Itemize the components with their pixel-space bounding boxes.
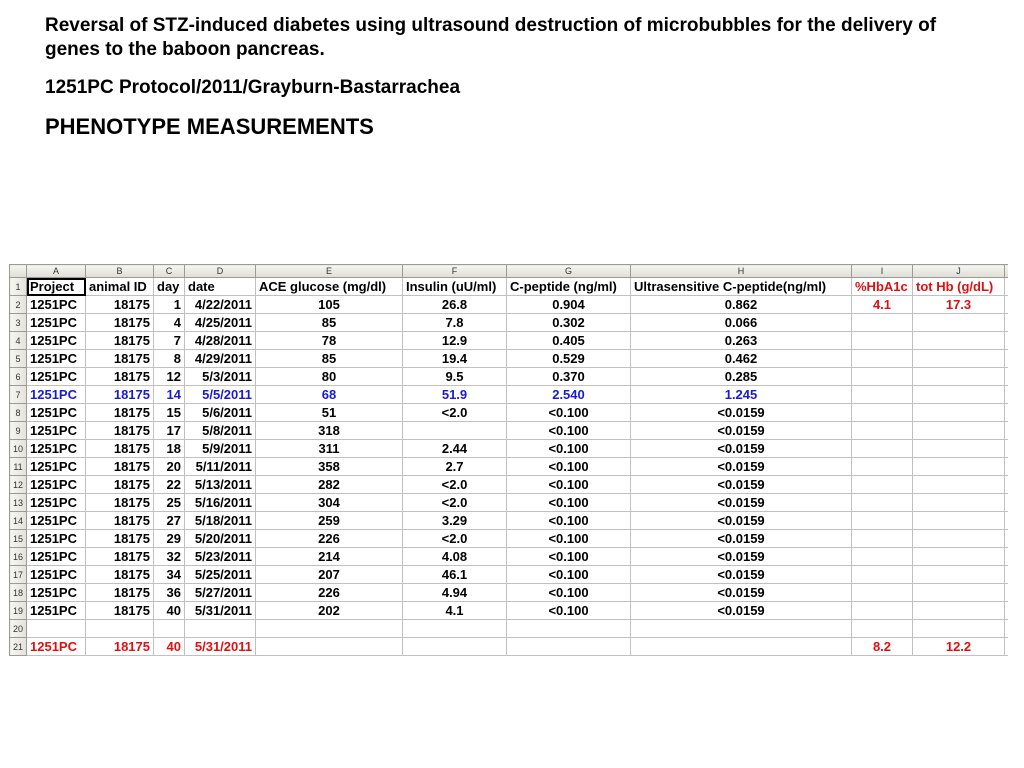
cell-hba1c[interactable] <box>852 530 913 548</box>
table-row <box>10 530 1009 548</box>
cell-glucose[interactable]: 85 <box>256 350 403 368</box>
cell-animal-id[interactable] <box>86 620 154 638</box>
cell-tot-hb[interactable] <box>913 314 1005 332</box>
overflow-cell <box>1005 332 1009 350</box>
cell-insulin[interactable]: <2.0 <box>403 404 507 422</box>
table-row <box>10 368 1009 386</box>
cell-glucose[interactable] <box>256 620 403 638</box>
column-letter-row <box>10 265 1009 278</box>
overflow-cell <box>1005 512 1009 530</box>
header-cell-glucose[interactable]: ACE glucose (mg/dl) <box>256 278 403 296</box>
cell-animal-id[interactable]: 18175 <box>86 440 154 458</box>
row-number[interactable]: 18 <box>10 584 27 602</box>
row-number[interactable]: 13 <box>10 494 27 512</box>
row-number[interactable]: 1 <box>10 278 27 296</box>
cell-c-peptide[interactable]: 0.370 <box>507 368 631 386</box>
cell-insulin[interactable]: 46.1 <box>403 566 507 584</box>
cell-date[interactable]: 5/3/2011 <box>185 368 256 386</box>
cell-hba1c[interactable]: 8.2 <box>852 638 913 656</box>
cell-c-peptide[interactable]: <0.100 <box>507 494 631 512</box>
cell-us-c-peptide[interactable]: 0.462 <box>631 350 852 368</box>
overflow-cell <box>1005 548 1009 566</box>
select-all-corner[interactable] <box>10 265 27 278</box>
cell-c-peptide[interactable]: <0.100 <box>507 566 631 584</box>
cell-date[interactable]: 5/18/2011 <box>185 512 256 530</box>
cell-us-c-peptide[interactable]: <0.0159 <box>631 602 852 620</box>
overflow-cell <box>1005 476 1009 494</box>
overflow-cell <box>1005 314 1009 332</box>
cell-insulin[interactable]: 4.1 <box>403 602 507 620</box>
cell-day[interactable]: 12 <box>154 368 185 386</box>
column-header-a[interactable]: A <box>27 265 86 278</box>
cell-day[interactable]: 15 <box>154 404 185 422</box>
row-number[interactable]: 19 <box>10 602 27 620</box>
cell-animal-id[interactable]: 18175 <box>86 404 154 422</box>
cell-hba1c[interactable] <box>852 422 913 440</box>
cell-hba1c[interactable]: 4.1 <box>852 296 913 314</box>
overflow-cell <box>1005 278 1009 296</box>
cell-glucose[interactable]: 80 <box>256 368 403 386</box>
overflow-cell <box>1005 584 1009 602</box>
cell-tot-hb[interactable] <box>913 530 1005 548</box>
cell-tot-hb[interactable] <box>913 602 1005 620</box>
cell-project[interactable]: 1251PC <box>27 584 86 602</box>
row-number[interactable]: 4 <box>10 332 27 350</box>
cell-animal-id[interactable]: 18175 <box>86 512 154 530</box>
cell-date[interactable]: 5/16/2011 <box>185 494 256 512</box>
cell-day[interactable]: 4 <box>154 314 185 332</box>
cell-glucose[interactable]: 282 <box>256 476 403 494</box>
cell-glucose[interactable]: 78 <box>256 332 403 350</box>
overflow-cell <box>1005 422 1009 440</box>
cell-day[interactable]: 40 <box>154 602 185 620</box>
overflow-cell <box>1005 440 1009 458</box>
cell-c-peptide[interactable]: 0.904 <box>507 296 631 314</box>
cell-c-peptide[interactable]: <0.100 <box>507 602 631 620</box>
cell-c-peptide[interactable]: <0.100 <box>507 440 631 458</box>
header-cell-us-c-peptide[interactable]: Ultrasensitive C-peptide(ng/ml) <box>631 278 852 296</box>
cell-hba1c[interactable] <box>852 494 913 512</box>
cell-c-peptide[interactable] <box>507 638 631 656</box>
overflow-cell <box>1005 386 1009 404</box>
row-number[interactable]: 9 <box>10 422 27 440</box>
cell-tot-hb[interactable] <box>913 548 1005 566</box>
cell-day[interactable] <box>154 620 185 638</box>
cell-date[interactable]: 5/11/2011 <box>185 458 256 476</box>
cell-project[interactable]: 1251PC <box>27 296 86 314</box>
cell-project[interactable]: 1251PC <box>27 350 86 368</box>
header-cell-insulin[interactable]: Insulin (uU/ml) <box>403 278 507 296</box>
cell-us-c-peptide[interactable]: <0.0159 <box>631 548 852 566</box>
cell-glucose[interactable]: 226 <box>256 584 403 602</box>
cell-c-peptide[interactable]: <0.100 <box>507 404 631 422</box>
cell-c-peptide[interactable]: 0.529 <box>507 350 631 368</box>
cell-date[interactable]: 5/23/2011 <box>185 548 256 566</box>
cell-hba1c[interactable] <box>852 368 913 386</box>
row-number[interactable]: 2 <box>10 296 27 314</box>
cell-day[interactable]: 25 <box>154 494 185 512</box>
column-header-f[interactable]: F <box>403 265 507 278</box>
cell-animal-id[interactable]: 18175 <box>86 494 154 512</box>
cell-us-c-peptide[interactable]: <0.0159 <box>631 404 852 422</box>
cell-c-peptide[interactable] <box>507 620 631 638</box>
cell-hba1c[interactable] <box>852 584 913 602</box>
cell-insulin[interactable]: 19.4 <box>403 350 507 368</box>
cell-tot-hb[interactable] <box>913 422 1005 440</box>
cell-animal-id[interactable]: 18175 <box>86 422 154 440</box>
cell-hba1c[interactable] <box>852 620 913 638</box>
cell-glucose[interactable]: 207 <box>256 566 403 584</box>
cell-hba1c[interactable] <box>852 548 913 566</box>
cell-us-c-peptide[interactable]: 0.263 <box>631 332 852 350</box>
table-row <box>10 386 1009 404</box>
overflow-cell <box>1005 404 1009 422</box>
cell-insulin[interactable]: 3.29 <box>403 512 507 530</box>
cell-project[interactable]: 1251PC <box>27 422 86 440</box>
cell-insulin[interactable]: <2.0 <box>403 530 507 548</box>
row-number[interactable]: 3 <box>10 314 27 332</box>
column-header-j[interactable]: J <box>913 265 1005 278</box>
cell-insulin[interactable]: 7.8 <box>403 314 507 332</box>
cell-tot-hb[interactable] <box>913 458 1005 476</box>
cell-date[interactable]: 5/25/2011 <box>185 566 256 584</box>
cell-glucose[interactable]: 259 <box>256 512 403 530</box>
cell-day[interactable]: 17 <box>154 422 185 440</box>
cell-tot-hb[interactable] <box>913 386 1005 404</box>
table-row <box>10 566 1009 584</box>
cell-insulin[interactable]: <2.0 <box>403 476 507 494</box>
column-header-i[interactable]: I <box>852 265 913 278</box>
cell-hba1c[interactable] <box>852 440 913 458</box>
table-row <box>10 638 1009 656</box>
cell-day[interactable]: 18 <box>154 440 185 458</box>
cell-hba1c[interactable] <box>852 512 913 530</box>
cell-tot-hb[interactable] <box>913 332 1005 350</box>
cell-us-c-peptide[interactable]: <0.0159 <box>631 566 852 584</box>
cell-us-c-peptide[interactable]: <0.0159 <box>631 584 852 602</box>
cell-glucose[interactable]: 311 <box>256 440 403 458</box>
overflow-cell <box>1005 602 1009 620</box>
cell-project[interactable]: 1251PC <box>27 458 86 476</box>
cell-us-c-peptide[interactable]: <0.0159 <box>631 512 852 530</box>
section-title: PHENOTYPE MEASUREMENTS <box>45 114 374 139</box>
cell-us-c-peptide[interactable]: <0.0159 <box>631 458 852 476</box>
row-number[interactable]: 6 <box>10 368 27 386</box>
table-row <box>10 296 1009 314</box>
cell-day[interactable]: 40 <box>154 638 185 656</box>
header-cell-date[interactable]: date <box>185 278 256 296</box>
cell-c-peptide[interactable]: <0.100 <box>507 458 631 476</box>
cell-date[interactable]: 5/5/2011 <box>185 386 256 404</box>
cell-tot-hb[interactable] <box>913 350 1005 368</box>
cell-us-c-peptide[interactable]: 1.245 <box>631 386 852 404</box>
cell-us-c-peptide[interactable] <box>631 638 852 656</box>
cell-us-c-peptide[interactable]: <0.0159 <box>631 530 852 548</box>
cell-project[interactable]: 1251PC <box>27 386 86 404</box>
table-row <box>10 602 1009 620</box>
cell-insulin[interactable] <box>403 638 507 656</box>
cell-insulin[interactable] <box>403 620 507 638</box>
cell-project[interactable]: 1251PC <box>27 314 86 332</box>
cell-date[interactable]: 5/31/2011 <box>185 638 256 656</box>
cell-day[interactable]: 7 <box>154 332 185 350</box>
cell-c-peptide[interactable]: 0.302 <box>507 314 631 332</box>
row-number[interactable]: 21 <box>10 638 27 656</box>
column-header-d[interactable]: D <box>185 265 256 278</box>
cell-animal-id[interactable]: 18175 <box>86 584 154 602</box>
slide-title: Reversal of STZ-induced diabetes using ultrasound destruction of microbubbles for the delivery of genes to the baboon pancreas. <box>45 15 937 60</box>
cell-tot-hb[interactable] <box>913 440 1005 458</box>
overflow-cell <box>1005 368 1009 386</box>
row-number[interactable]: 12 <box>10 476 27 494</box>
table-row <box>10 440 1009 458</box>
cell-date[interactable]: 4/28/2011 <box>185 332 256 350</box>
table-row <box>10 584 1009 602</box>
cell-hba1c[interactable] <box>852 566 913 584</box>
cell-glucose[interactable]: 358 <box>256 458 403 476</box>
cell-animal-id[interactable]: 18175 <box>86 386 154 404</box>
row-number[interactable]: 15 <box>10 530 27 548</box>
cell-glucose[interactable]: 214 <box>256 548 403 566</box>
cell-hba1c[interactable] <box>852 350 913 368</box>
cell-date[interactable]: 5/27/2011 <box>185 584 256 602</box>
cell-animal-id[interactable]: 18175 <box>86 530 154 548</box>
overflow-cell <box>1005 350 1009 368</box>
cell-c-peptide[interactable]: <0.100 <box>507 476 631 494</box>
cell-date[interactable]: 5/31/2011 <box>185 602 256 620</box>
cell-date[interactable]: 5/13/2011 <box>185 476 256 494</box>
cell-c-peptide[interactable]: <0.100 <box>507 422 631 440</box>
cell-c-peptide[interactable]: <0.100 <box>507 512 631 530</box>
table-row <box>10 314 1009 332</box>
cell-project[interactable]: 1251PC <box>27 548 86 566</box>
cell-animal-id[interactable]: 18175 <box>86 638 154 656</box>
cell-project[interactable]: 1251PC <box>27 566 86 584</box>
cell-insulin[interactable]: 2.44 <box>403 440 507 458</box>
cell-us-c-peptide[interactable]: 0.285 <box>631 368 852 386</box>
overflow-cell <box>1005 620 1009 638</box>
table-row <box>10 494 1009 512</box>
cell-glucose[interactable] <box>256 638 403 656</box>
cell-day[interactable]: 14 <box>154 386 185 404</box>
cell-day[interactable]: 22 <box>154 476 185 494</box>
column-header-b[interactable]: B <box>86 265 154 278</box>
cell-day[interactable]: 36 <box>154 584 185 602</box>
cell-animal-id[interactable]: 18175 <box>86 296 154 314</box>
cell-project[interactable]: 1251PC <box>27 404 86 422</box>
column-header-h[interactable]: H <box>631 265 852 278</box>
cell-project[interactable]: 1251PC <box>27 476 86 494</box>
cell-c-peptide[interactable]: <0.100 <box>507 530 631 548</box>
column-header-g[interactable]: G <box>507 265 631 278</box>
cell-tot-hb[interactable] <box>913 368 1005 386</box>
cell-glucose[interactable]: 318 <box>256 422 403 440</box>
table-row <box>10 548 1009 566</box>
cell-date[interactable] <box>185 620 256 638</box>
table-row <box>10 332 1009 350</box>
cell-date[interactable]: 5/6/2011 <box>185 404 256 422</box>
cell-insulin[interactable]: 4.94 <box>403 584 507 602</box>
cell-animal-id[interactable]: 18175 <box>86 458 154 476</box>
row-number[interactable]: 11 <box>10 458 27 476</box>
cell-us-c-peptide[interactable]: <0.0159 <box>631 494 852 512</box>
header-cell-day[interactable]: day <box>154 278 185 296</box>
cell-date[interactable]: 4/22/2011 <box>185 296 256 314</box>
row-number[interactable]: 20 <box>10 620 27 638</box>
cell-tot-hb[interactable]: 12.2 <box>913 638 1005 656</box>
cell-day[interactable]: 34 <box>154 566 185 584</box>
overflow-cell <box>1005 494 1009 512</box>
cell-tot-hb[interactable] <box>913 494 1005 512</box>
cell-animal-id[interactable]: 18175 <box>86 566 154 584</box>
header-cell-animal-id[interactable]: animal ID <box>86 278 154 296</box>
cell-insulin[interactable]: 2.7 <box>403 458 507 476</box>
table-row <box>10 422 1009 440</box>
row-number[interactable]: 5 <box>10 350 27 368</box>
cell-project[interactable]: 1251PC <box>27 494 86 512</box>
cell-day[interactable]: 32 <box>154 548 185 566</box>
cell-project[interactable]: 1251PC <box>27 368 86 386</box>
cell-insulin[interactable]: 4.08 <box>403 548 507 566</box>
cell-date[interactable]: 4/25/2011 <box>185 314 256 332</box>
cell-insulin[interactable]: <2.0 <box>403 494 507 512</box>
cell-date[interactable]: 4/29/2011 <box>185 350 256 368</box>
row-number[interactable]: 17 <box>10 566 27 584</box>
spreadsheet <box>9 264 1008 668</box>
cell-date[interactable]: 5/20/2011 <box>185 530 256 548</box>
overflow-cell <box>1005 566 1009 584</box>
header-cell-c-peptide[interactable]: C-peptide (ng/ml) <box>507 278 631 296</box>
table-row <box>10 476 1009 494</box>
cell-animal-id[interactable]: 18175 <box>86 314 154 332</box>
cell-day[interactable]: 27 <box>154 512 185 530</box>
row-number[interactable]: 10 <box>10 440 27 458</box>
cell-c-peptide[interactable]: <0.100 <box>507 584 631 602</box>
header-cell-project[interactable]: Project <box>27 278 86 296</box>
protocol-line: 1251PC Protocol/2011/Grayburn-Bastarrachea <box>45 77 461 98</box>
cell-animal-id[interactable]: 18175 <box>86 476 154 494</box>
row-number[interactable]: 14 <box>10 512 27 530</box>
table-row <box>10 512 1009 530</box>
cell-us-c-peptide[interactable]: <0.0159 <box>631 476 852 494</box>
cell-insulin[interactable]: 51.9 <box>403 386 507 404</box>
cell-animal-id[interactable]: 18175 <box>86 350 154 368</box>
cell-project[interactable]: 1251PC <box>27 512 86 530</box>
cell-hba1c[interactable] <box>852 602 913 620</box>
cell-date[interactable]: 5/9/2011 <box>185 440 256 458</box>
table-row <box>10 404 1009 422</box>
phenotype-table <box>9 264 1008 656</box>
table-row <box>10 350 1009 368</box>
cell-insulin[interactable] <box>403 422 507 440</box>
overflow-cell <box>1005 458 1009 476</box>
header-row <box>10 278 1009 296</box>
cell-glucose[interactable]: 202 <box>256 602 403 620</box>
cell-day[interactable]: 29 <box>154 530 185 548</box>
table-row <box>10 620 1009 638</box>
header-cell-tot-hb[interactable]: tot Hb (g/dL) <box>913 278 1005 296</box>
cell-glucose[interactable]: 105 <box>256 296 403 314</box>
cell-insulin[interactable]: 26.8 <box>403 296 507 314</box>
cell-tot-hb[interactable] <box>913 584 1005 602</box>
cell-tot-hb[interactable] <box>913 476 1005 494</box>
cell-project[interactable]: 1251PC <box>27 638 86 656</box>
overflow-cell <box>1005 296 1009 314</box>
cell-hba1c[interactable] <box>852 404 913 422</box>
cell-day[interactable]: 1 <box>154 296 185 314</box>
column-header-e[interactable]: E <box>256 265 403 278</box>
table-row <box>10 458 1009 476</box>
cell-glucose[interactable]: 304 <box>256 494 403 512</box>
cell-tot-hb[interactable] <box>913 512 1005 530</box>
cell-glucose[interactable]: 51 <box>256 404 403 422</box>
cell-us-c-peptide[interactable]: 0.862 <box>631 296 852 314</box>
column-header-overflow <box>1005 265 1009 278</box>
cell-c-peptide[interactable]: 2.540 <box>507 386 631 404</box>
cell-tot-hb[interactable] <box>913 404 1005 422</box>
row-number[interactable]: 16 <box>10 548 27 566</box>
cell-hba1c[interactable] <box>852 476 913 494</box>
cell-project[interactable]: 1251PC <box>27 440 86 458</box>
cell-c-peptide[interactable]: <0.100 <box>507 548 631 566</box>
cell-tot-hb[interactable]: 17.3 <box>913 296 1005 314</box>
cell-date[interactable]: 5/8/2011 <box>185 422 256 440</box>
cell-tot-hb[interactable] <box>913 566 1005 584</box>
row-number[interactable]: 7 <box>10 386 27 404</box>
header-cell-hba1c[interactable]: %HbA1c <box>852 278 913 296</box>
cell-day[interactable]: 8 <box>154 350 185 368</box>
cell-hba1c[interactable] <box>852 314 913 332</box>
cell-us-c-peptide[interactable]: 0.066 <box>631 314 852 332</box>
cell-animal-id[interactable]: 18175 <box>86 602 154 620</box>
column-header-c[interactable]: C <box>154 265 185 278</box>
cell-c-peptide[interactable]: 0.405 <box>507 332 631 350</box>
cell-us-c-peptide[interactable]: <0.0159 <box>631 440 852 458</box>
cell-hba1c[interactable] <box>852 332 913 350</box>
cell-hba1c[interactable] <box>852 458 913 476</box>
cell-animal-id[interactable]: 18175 <box>86 332 154 350</box>
cell-day[interactable]: 20 <box>154 458 185 476</box>
cell-animal-id[interactable]: 18175 <box>86 368 154 386</box>
cell-project[interactable]: 1251PC <box>27 530 86 548</box>
cell-us-c-peptide[interactable] <box>631 620 852 638</box>
cell-glucose[interactable]: 68 <box>256 386 403 404</box>
overflow-cell <box>1005 638 1009 656</box>
cell-insulin[interactable]: 12.9 <box>403 332 507 350</box>
cell-us-c-peptide[interactable]: <0.0159 <box>631 422 852 440</box>
cell-project[interactable]: 1251PC <box>27 332 86 350</box>
cell-tot-hb[interactable] <box>913 620 1005 638</box>
cell-project[interactable] <box>27 620 86 638</box>
overflow-cell <box>1005 530 1009 548</box>
row-number[interactable]: 8 <box>10 404 27 422</box>
cell-hba1c[interactable] <box>852 386 913 404</box>
cell-animal-id[interactable]: 18175 <box>86 548 154 566</box>
cell-glucose[interactable]: 226 <box>256 530 403 548</box>
cell-insulin[interactable]: 9.5 <box>403 368 507 386</box>
cell-glucose[interactable]: 85 <box>256 314 403 332</box>
slide-heading <box>45 14 985 140</box>
cell-project[interactable]: 1251PC <box>27 602 86 620</box>
